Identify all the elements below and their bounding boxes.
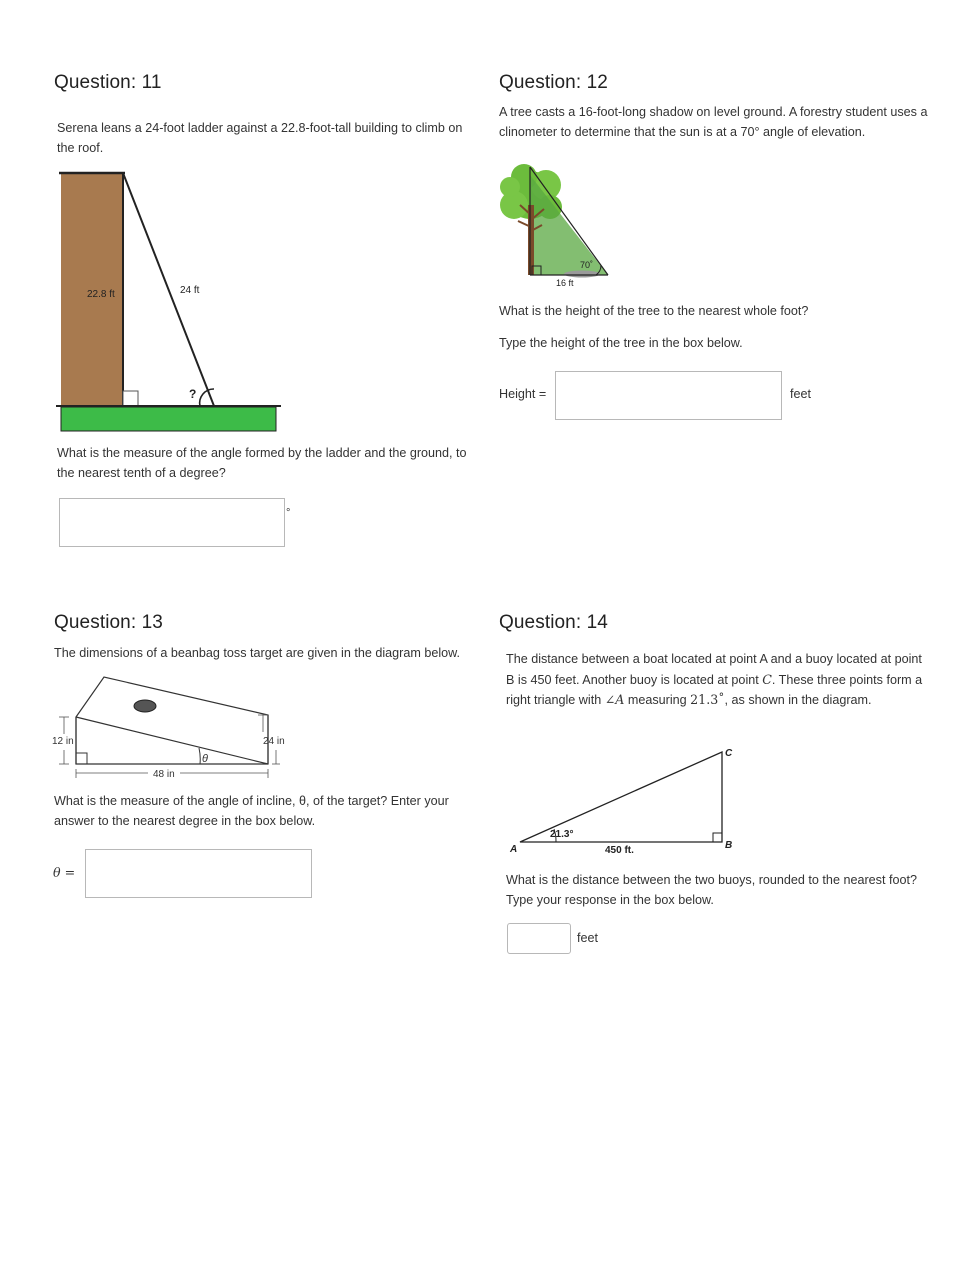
q14-prompt (506, 650, 931, 711)
angle-a-math: ∠A (604, 692, 625, 707)
beanbag-board-outline (76, 677, 268, 764)
q11-ladder-diagram (54, 165, 286, 435)
q14-distance-input[interactable] (507, 923, 571, 954)
feet-unit: feet (790, 387, 812, 401)
q14-prompt-part-e: , as shown in the diagram. (724, 693, 872, 707)
q12-height-input[interactable] (555, 371, 782, 420)
q12-prompt: A tree casts a 16-foot-long shadow on level ground. A forestry student uses a clinometer to determine that the sun is at a 70° angle of elevation. (499, 105, 928, 139)
q14-prompt-part-d: measuring (624, 693, 691, 707)
building-height-label: 22.8 ft (87, 289, 115, 300)
base-length-label: 450 ft. (605, 845, 634, 856)
shadow-ellipse (564, 271, 600, 278)
left-height-label: 12 in (52, 736, 74, 747)
angle-measure-math: 21.3˚ (690, 692, 725, 707)
q11-answer-input[interactable] (59, 498, 285, 547)
ladder-line (123, 173, 214, 406)
theta-label: θ (202, 753, 208, 765)
q13-beanbag-diagram (50, 672, 290, 784)
ladder-length-label: 24 ft (180, 285, 200, 296)
shadow-length-label: 16 ft (556, 278, 574, 288)
height-input-label: Height = (499, 387, 547, 401)
q12-instruction: Type the height of the tree in the box below. (499, 336, 743, 350)
q11-question: What is the measure of the angle formed by the ladder and the ground, to the nearest tenth of a degree? (57, 446, 467, 480)
right-angle-mark (123, 391, 138, 406)
angle-label: 21.3° (550, 829, 574, 840)
right-height-label: 24 in (263, 736, 285, 747)
point-c-math: C (762, 671, 772, 687)
q13-theta-input[interactable] (85, 849, 312, 898)
theta-input-label: θ = (53, 865, 76, 880)
grass-shape (61, 407, 276, 431)
sun-angle-label: 70˚ (580, 260, 594, 270)
point-b-label: B (725, 840, 733, 851)
q13-prompt: The dimensions of a beanbag toss target are given in the diagram below. (54, 646, 461, 660)
feet-unit: feet (577, 931, 599, 945)
q13-title: Question: 13 (54, 612, 163, 633)
point-a-label: A (510, 844, 518, 855)
q14-prompt-part-a: The distance between a boat located at point A and a buoy located at point B is 450 feet. Another buoy is located at point (506, 652, 922, 687)
q14-title: Question: 14 (499, 612, 608, 633)
point-c-label: C (725, 748, 733, 759)
q11-title: Question: 11 (54, 72, 162, 93)
angle-arc (200, 389, 214, 406)
q12-question: What is the height of the tree to the nearest whole foot? (499, 304, 809, 318)
beanbag-hole (134, 700, 156, 712)
length-label: 48 in (153, 769, 175, 780)
q12-title: Question: 12 (499, 72, 608, 93)
q13-question: What is the measure of the angle of incline, θ, of the target? Enter your answer to the nearest degree in the box below. (54, 794, 449, 828)
q11-prompt: Serena leans a 24-foot ladder against a 22.8-foot-tall building to climb on the roof. (57, 121, 463, 155)
q14-prompt-part-b: . These three points form a right triangle with (506, 672, 923, 707)
q12-tree-diagram (496, 155, 616, 289)
unknown-angle-label: ? (189, 387, 197, 401)
q14-triangle-diagram (506, 742, 742, 858)
q14-question: What is the distance between the two buoys, rounded to the nearest foot? Type your response in the box below. (506, 873, 917, 907)
tree-trunk (528, 205, 534, 275)
degree-unit: ° (286, 507, 291, 519)
